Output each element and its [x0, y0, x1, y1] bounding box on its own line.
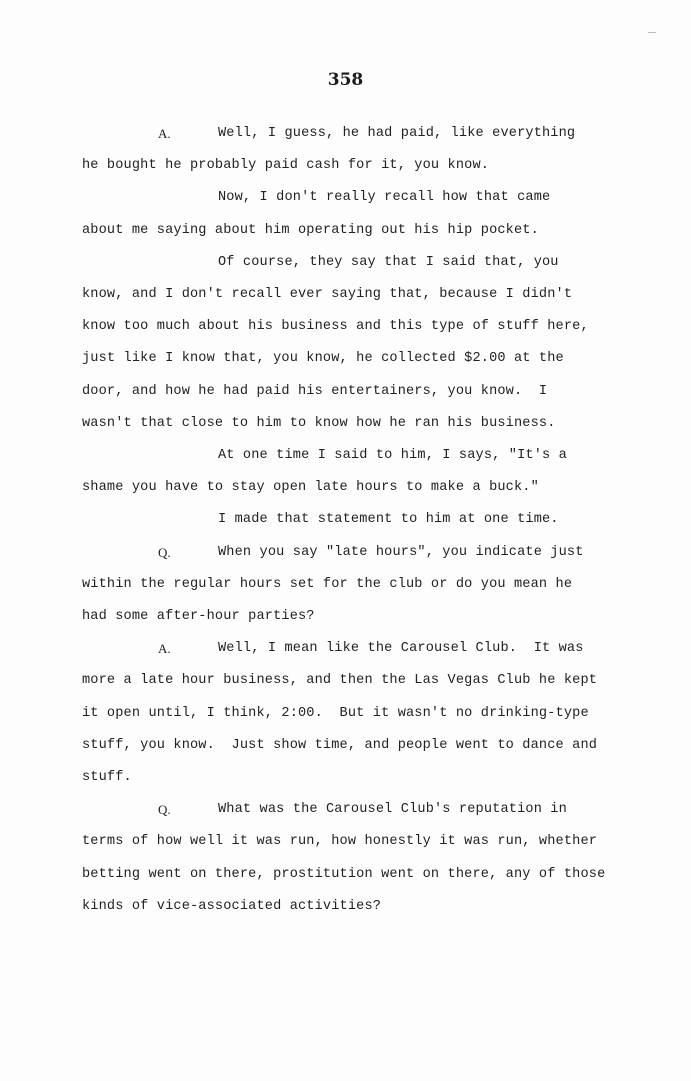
transcript-line: it open until, I think, 2:00. But it wasn't no drinking-type: [82, 706, 589, 721]
transcript-line: terms of how well it was run, how honestly it was run, whether: [82, 834, 598, 849]
speaker-marker: A.: [158, 126, 171, 141]
transcript-line: know too much about his business and this type of stuff here,: [82, 319, 589, 334]
transcript-line: stuff.: [82, 770, 132, 785]
transcript-line: Well, I mean like the Carousel Club. It was: [218, 641, 584, 656]
transcript-line: At one time I said to him, I says, "It's a: [218, 448, 567, 463]
transcript-line: door, and how he had paid his entertainers, you know. I: [82, 384, 548, 399]
transcript-line: Of course, they say that I said that, you: [218, 255, 559, 270]
transcript-line: wasn't that close to him to know how he ran his business.: [82, 416, 556, 431]
transcript-line: Now, I don't really recall how that came: [218, 190, 551, 205]
transcript-line: about me saying about him operating out his hip pocket.: [82, 223, 539, 238]
speaker-marker: Q.: [158, 545, 171, 560]
transcript-line: Well, I guess, he had paid, like everything: [218, 126, 576, 141]
transcript-line: When you say "late hours", you indicate just: [218, 545, 584, 560]
scan-artifact: [648, 32, 656, 33]
transcript-line: stuff, you know. Just show time, and people went to dance and: [82, 738, 598, 753]
transcript-line: within the regular hours set for the club or do you mean he: [82, 577, 573, 592]
page-number: 358: [327, 70, 364, 90]
transcript-line: know, and I don't recall ever saying that, because I didn't: [82, 287, 573, 302]
transcript-line: I made that statement to him at one time.: [218, 512, 559, 527]
transcript-line: What was the Carousel Club's reputation in: [218, 802, 567, 817]
transcript-line: betting went on there, prostitution went on there, any of those: [82, 867, 606, 882]
transcript-line: shame you have to stay open late hours to make a buck.": [82, 480, 539, 495]
transcript-line: he bought he probably paid cash for it, you know.: [82, 158, 490, 173]
transcript-line: kinds of vice-associated activities?: [82, 899, 382, 914]
transcript-line: more a late hour business, and then the Las Vegas Club he kept: [82, 673, 598, 688]
transcript-line: had some after-hour parties?: [82, 609, 315, 624]
speaker-marker: Q.: [158, 802, 171, 817]
speaker-marker: A.: [158, 641, 171, 656]
transcript-line: just like I know that, you know, he collected $2.00 at the: [82, 351, 564, 366]
